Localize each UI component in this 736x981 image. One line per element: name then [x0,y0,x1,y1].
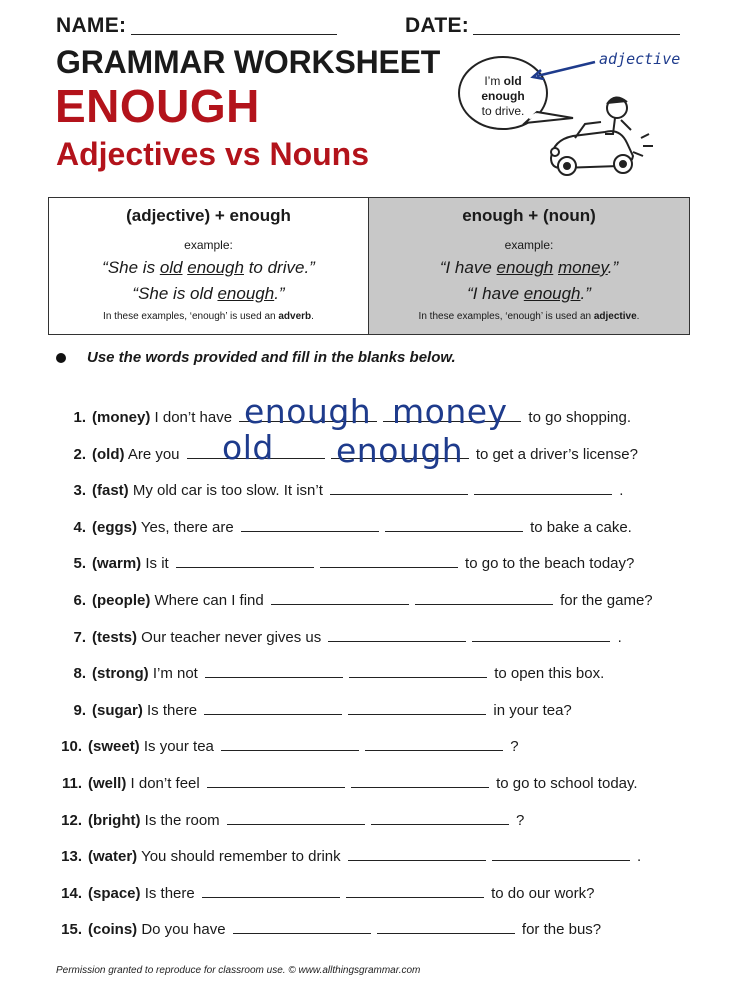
exercise-cue-word: (eggs) [92,518,137,536]
exercise-number: 10. [61,738,82,756]
answer-blank[interactable] [328,627,466,642]
answer-blank[interactable] [204,700,342,715]
exercise-cue-word: (space) [88,884,141,902]
exercise-row [52,883,594,902]
exercise-prompt: Is it [141,555,169,573]
exercise-prompt: Is the room [140,811,220,829]
illustration [455,48,695,183]
rule-left-note: In these examples, ‘enough’ is used an adverb. [103,311,314,322]
exercise-ending: for the bus? [521,921,602,939]
answer-blank[interactable] [221,736,359,751]
footer-permission: Permission granted to reproduce for classroom use. © www.allthingsgrammar.com [56,965,421,976]
exercise-cue-word: (sugar) [92,701,143,719]
exercise-ending: ? [510,738,519,756]
exercise-row [56,627,622,646]
exercise-cue-word: (sweet) [88,738,140,756]
exercise-row [56,700,572,719]
exercise-number: 14. [61,884,82,902]
exercise-prompt: I’m not [148,665,198,683]
answer-blank[interactable] [492,846,630,861]
exercise-cue-word: (tests) [92,628,138,646]
exercise-prompt: Yes, there are [137,518,234,536]
exercise-prompt: Our teacher never gives us [137,628,322,646]
exercise-prompt: Is your tea [139,738,214,756]
exercise-cue-word: (coins) [88,921,138,939]
handwritten-answer-1b: money [392,392,508,431]
exercise-number: 8. [73,665,86,683]
rule-left-example-label: example: [184,238,233,252]
bubble-line1-pre: I’m [484,74,504,88]
exercise-prompt: Is there [140,884,195,902]
date-label: DATE: [405,14,470,37]
exercise-cue-word: (money) [92,409,151,426]
exercise-row [56,480,623,499]
answer-blank[interactable] [371,810,509,825]
exercise-number: 1. [73,409,86,426]
exercise-prompt: My old car is too slow. It isn’t [128,482,323,500]
exercise-number: 9. [73,701,86,719]
bubble-text [465,74,541,119]
answer-blank[interactable] [241,517,379,532]
exercise-cue-word: (bright) [88,811,141,829]
exercise-row [56,517,632,536]
answer-blank[interactable] [207,773,345,788]
rule-right-note: In these examples, ‘enough’ is used an adjective. [418,311,640,322]
exercise-number: 13. [61,848,82,866]
exercise-cue-word: (warm) [92,555,142,573]
rule-left-column [49,198,369,334]
exercise-row [56,553,634,572]
topic-title: ENOUGH [55,80,260,132]
exercise-number: 7. [73,628,86,646]
exercise-number: 12. [61,811,82,829]
exercise-row [56,590,653,609]
callout-label: adjective [599,50,681,68]
answer-blank[interactable] [176,553,314,568]
exercise-row [52,810,524,829]
exercise-ending: to bake a cake. [530,518,632,536]
exercise-ending: . [619,482,624,500]
name-label: NAME: [56,14,127,37]
bubble-line2: enough [481,89,525,103]
exercise-ending: . [636,848,642,866]
exercise-row [52,773,638,792]
exercise-ending: to get a driver’s license? [475,445,638,463]
exercise-number: 2. [73,445,86,463]
exercise-cue-word: (water) [88,848,138,866]
exercise-prompt: Is there [142,701,198,719]
worksheet-title: GRAMMAR WORKSHEET [56,44,441,80]
rule-right-heading: enough + (noun) [462,206,596,225]
instruction: Use the words provided and fill in the blanks below. [87,349,456,366]
answer-blank[interactable] [349,663,487,678]
rule-right-quote-2: “I have enough.” [467,284,591,303]
answer-blank[interactable] [233,919,371,934]
exercise-row [52,846,641,865]
handwritten-answer-2b: enough [336,431,464,470]
answer-blank[interactable] [348,846,486,861]
exercise-cue-word: (old) [92,445,125,463]
answer-blank[interactable] [330,480,468,495]
exercise-ending: to go to the beach today? [465,555,635,573]
exercise-ending: in your tea? [493,701,572,719]
answer-blank[interactable] [271,590,409,605]
exercise-number: 11. [61,775,82,792]
answer-blank[interactable] [202,883,340,898]
rule-right-column [369,198,689,334]
rule-right-example-label: example: [504,238,554,252]
exercise-ending: . [617,628,622,646]
exercise-ending: to do our work? [491,884,595,902]
exercise-prompt: I don’t feel [126,775,200,792]
exercise-cue-word: (people) [92,592,151,609]
answer-blank[interactable] [385,517,523,532]
exercise-number: 3. [73,482,86,500]
rule-left-heading: (adjective) + enough [126,206,291,225]
answer-blank[interactable] [205,663,343,678]
exercise-ending: to go to school today. [496,775,638,792]
rule-right-quote-1: “I have enough money.” [439,258,619,277]
exercise-row [52,736,519,755]
exercise-cue-word: (strong) [92,665,149,683]
exercise-prompt: I don’t have [150,409,233,426]
exercise-cue-word: (well) [88,775,127,792]
answer-blank[interactable] [346,883,484,898]
exercise-number: 4. [73,518,86,536]
exercise-prompt: Do you have [137,921,226,939]
answer-blank[interactable] [415,590,553,605]
exercise-row [52,919,601,938]
rule-left-quote-1: “She is old enough to drive.” [102,258,315,277]
answer-blank[interactable] [351,773,489,788]
handwritten-answer-1a: enough [244,392,372,431]
exercise-prompt: Where can I find [150,592,264,609]
subtitle: Adjectives vs Nouns [56,136,369,172]
answer-blank[interactable] [320,553,458,568]
exercise-ending: for the game? [560,592,653,609]
date-line[interactable] [473,34,680,35]
rule-box [48,197,690,335]
answer-blank[interactable] [474,480,612,495]
answer-blank[interactable] [472,627,610,642]
exercise-cue-word: (fast) [92,482,129,500]
exercise-prompt: You should remember to drink [137,848,341,866]
answer-blank[interactable] [227,810,365,825]
exercise-prompt: Are you [124,445,180,463]
answer-blank[interactable] [348,700,486,715]
exercise-ending: to open this box. [494,665,605,683]
exercise-row [56,663,604,682]
exercise-ending: to go shopping. [528,409,632,426]
exercise-ending: ? [516,811,525,829]
bubble-line3: to drive. [481,104,525,118]
exercise-number: 6. [73,592,86,609]
handwritten-answer-2a: old [222,428,274,467]
bullet-icon [56,353,66,363]
answer-blank[interactable] [365,736,503,751]
bubble-line1-word: old [503,74,522,88]
name-line[interactable] [131,34,337,35]
car-icon [551,97,653,175]
exercise-number: 5. [73,555,86,573]
rule-left-quote-2: “She is old enough.” [132,284,285,303]
exercise-number: 15. [61,921,82,939]
answer-blank[interactable] [377,919,515,934]
